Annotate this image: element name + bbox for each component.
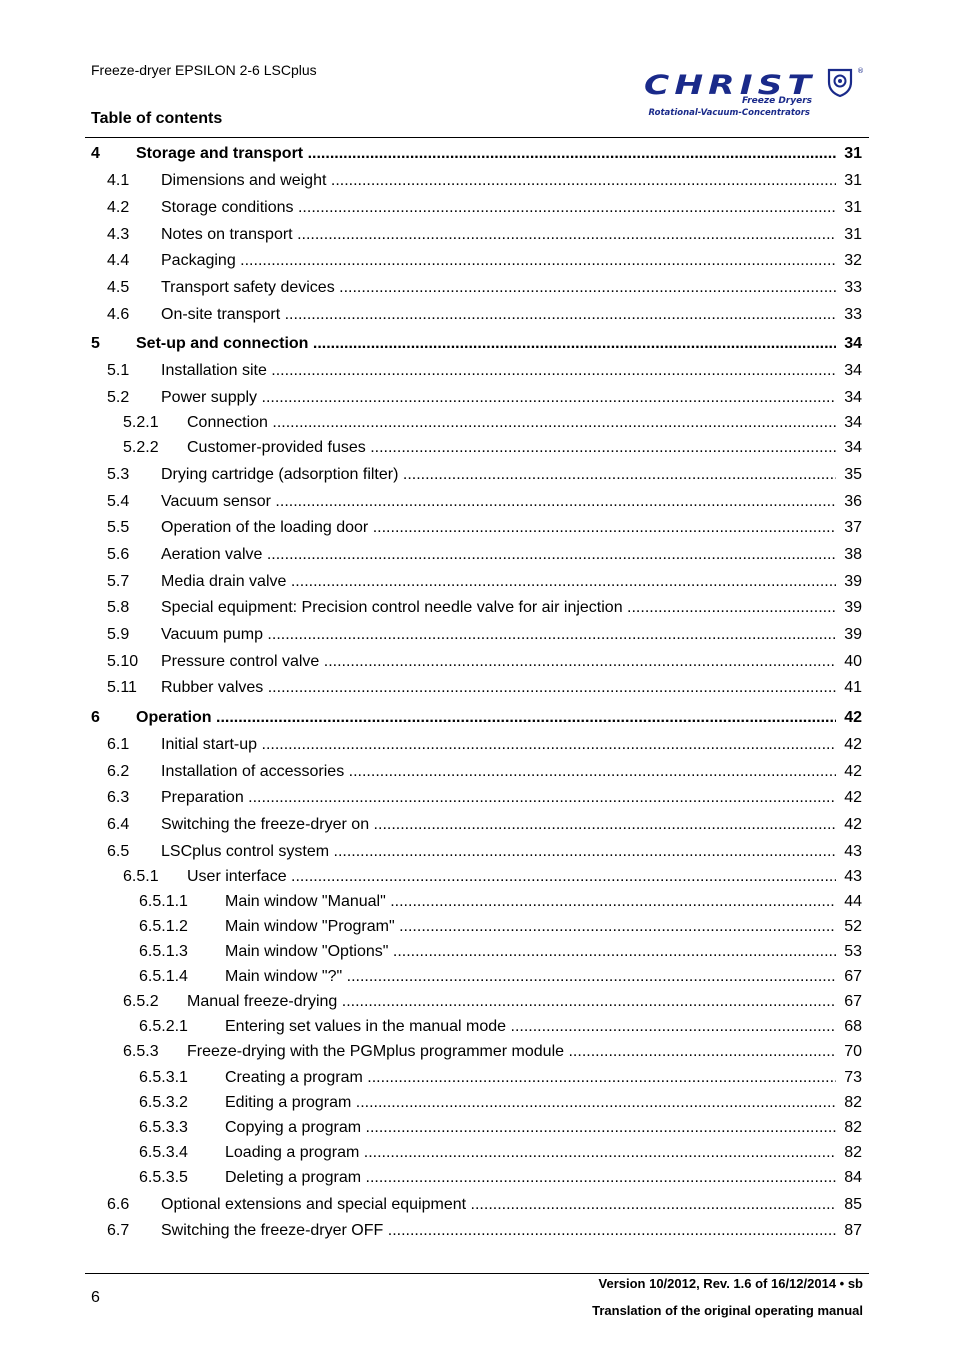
toc-entry[interactable] xyxy=(0,143,862,165)
toc-entry-page: 67 xyxy=(838,966,862,988)
toc-entry-title: Vacuum pump ..... xyxy=(161,624,836,646)
toc-entry-page: 31 xyxy=(838,170,862,192)
toc-entry-title: On-site transport ..... xyxy=(161,304,836,326)
toc-entry-page: 82 xyxy=(838,1117,862,1139)
toc-entry[interactable] xyxy=(0,170,862,192)
toc-entry-title: LSCplus control system ..... xyxy=(161,841,836,863)
toc-entry[interactable] xyxy=(0,866,862,888)
toc-entry-number: 6.5.1.1 xyxy=(139,893,188,910)
toc-entry-page: 43 xyxy=(838,866,862,888)
toc-entry[interactable] xyxy=(0,966,862,988)
logo-emblem xyxy=(829,70,851,96)
toc-entry-title: Transport safety devices ..... xyxy=(161,277,836,299)
toc-entry-title: Optional extensions and special equipment ..... xyxy=(161,1194,836,1216)
toc-entry-page: 84 xyxy=(838,1167,862,1189)
toc-entry-page: 42 xyxy=(838,734,862,756)
footer-translation-note: Translation of the original operating manual xyxy=(592,1303,863,1318)
toc-entry-page: 34 xyxy=(838,360,862,382)
toc-entry-page: 87 xyxy=(838,1220,862,1242)
toc-entry-number: 6.6 xyxy=(107,1196,130,1213)
toc-entry-number: 4.6 xyxy=(107,306,130,323)
toc-entry-number: 6.5.3 xyxy=(123,1043,159,1060)
toc-entry-number: 5.4 xyxy=(107,493,130,510)
toc-entry-number: 6.5.1.3 xyxy=(139,943,188,960)
footer-divider xyxy=(85,1273,869,1274)
toc-entry-page: 42 xyxy=(838,707,862,729)
toc-entry-page: 52 xyxy=(838,916,862,938)
toc-entry[interactable] xyxy=(0,197,862,219)
toc-entry-number: 6.5.2.1 xyxy=(139,1018,188,1035)
toc-entry-title: Dimensions and weight ..... xyxy=(161,170,836,192)
toc-entry[interactable] xyxy=(0,571,862,593)
logo-tagline-2: Rotational-Vacuum-Concentrators xyxy=(648,108,810,118)
toc-entry-number: 5.2.2 xyxy=(123,439,159,456)
toc-entry-title: Packaging ..... xyxy=(161,250,836,272)
toc-entry-title: Initial start-up ..... xyxy=(161,734,836,756)
toc-entry-title: Operation ..... xyxy=(136,707,836,729)
toc-entry[interactable] xyxy=(0,544,862,566)
toc-entry-page: 44 xyxy=(838,891,862,913)
toc-entry-page: 31 xyxy=(838,224,862,246)
toc-entry[interactable] xyxy=(0,360,862,382)
logo-wordmark: CHRIST xyxy=(644,70,816,101)
toc-entry[interactable] xyxy=(0,814,862,836)
toc-entry[interactable] xyxy=(0,517,862,539)
toc-entry[interactable] xyxy=(0,250,862,272)
toc-entry-page: 34 xyxy=(838,437,862,459)
toc-entry-number: 5.2 xyxy=(107,389,130,406)
toc-entry[interactable] xyxy=(0,1117,862,1139)
toc-entry-page: 68 xyxy=(838,1016,862,1038)
section-title: Table of contents xyxy=(91,110,223,127)
toc-entry-number: 6.7 xyxy=(107,1222,130,1239)
toc-entry[interactable] xyxy=(0,651,862,673)
toc-entry-number: 4.5 xyxy=(107,279,130,296)
toc-entry-number: 5.6 xyxy=(107,546,130,563)
toc-entry-title: Storage conditions ..... xyxy=(161,197,836,219)
toc-entry-number: 6.5.3.1 xyxy=(139,1069,188,1086)
toc-entry-number: 4.3 xyxy=(107,226,130,243)
toc-entry-page: 38 xyxy=(838,544,862,566)
toc-entry[interactable] xyxy=(0,224,862,246)
toc-entry-page: 42 xyxy=(838,761,862,783)
toc-entry-page: 82 xyxy=(838,1142,862,1164)
toc-entry-title: Installation of accessories ..... xyxy=(161,761,836,783)
toc-entry-title: Set-up and connection ..... xyxy=(136,333,836,355)
toc-entry-title: Rubber valves ..... xyxy=(161,677,836,699)
toc-entry-page: 33 xyxy=(838,304,862,326)
toc-entry[interactable] xyxy=(0,412,862,434)
toc-entry-title: Editing a program ..... xyxy=(225,1092,836,1114)
toc-entry-title: Notes on transport ..... xyxy=(161,224,836,246)
toc-entry-page: 35 xyxy=(838,464,862,486)
toc-entry[interactable] xyxy=(0,787,862,809)
toc-entry-number: 5.11 xyxy=(107,679,137,696)
logo-registered-mark: ® xyxy=(857,67,864,75)
toc-entry-page: 40 xyxy=(838,651,862,673)
toc-entry-number: 5.2.1 xyxy=(123,414,159,431)
toc-entry-number: 4.4 xyxy=(107,252,130,269)
toc-entry-title: Storage and transport ..... xyxy=(136,143,836,165)
toc-entry[interactable] xyxy=(0,1092,862,1114)
toc-entry-page: 73 xyxy=(838,1067,862,1089)
toc-entry[interactable] xyxy=(0,1220,862,1242)
toc-entry[interactable] xyxy=(0,841,862,863)
toc-entry-page: 53 xyxy=(838,941,862,963)
toc-entry-title: Main window "Options" ..... xyxy=(225,941,836,963)
toc-entry[interactable] xyxy=(0,597,862,619)
toc-entry-number: 6.4 xyxy=(107,816,130,833)
toc-entry[interactable] xyxy=(0,1167,862,1189)
toc-entry-number: 6.5.1.4 xyxy=(139,968,188,985)
toc-entry-number: 5 xyxy=(91,335,100,352)
toc-entry-page: 82 xyxy=(838,1092,862,1114)
toc-entry[interactable] xyxy=(0,1016,862,1038)
toc-entry-number: 6.5.3.2 xyxy=(139,1094,188,1111)
toc-entry-number: 6.5.3.4 xyxy=(139,1144,188,1161)
toc-entry-page: 85 xyxy=(838,1194,862,1216)
toc-entry-number: 5.3 xyxy=(107,466,130,483)
toc-entry-number: 6.2 xyxy=(107,763,130,780)
toc-entry[interactable] xyxy=(0,387,862,409)
toc-entry-page: 43 xyxy=(838,841,862,863)
toc-entry-number: 5.9 xyxy=(107,626,130,643)
toc-entry-title: Vacuum sensor ..... xyxy=(161,491,836,513)
toc-entry-page: 39 xyxy=(838,597,862,619)
toc-entry-page: 31 xyxy=(838,143,862,165)
toc-entry[interactable] xyxy=(0,941,862,963)
toc-entry-page: 34 xyxy=(838,333,862,355)
document-title: Freeze-dryer EPSILON 2-6 LSCplus xyxy=(91,62,317,78)
toc-entry-page: 37 xyxy=(838,517,862,539)
toc-entry-number: 5.10 xyxy=(107,653,139,670)
toc-entry[interactable] xyxy=(0,624,862,646)
toc-entry[interactable] xyxy=(0,734,862,756)
toc-entry-page: 32 xyxy=(838,250,862,272)
toc-entry[interactable] xyxy=(0,304,862,326)
toc-entry-number: 5.1 xyxy=(107,362,130,379)
toc-entry-title: Main window "?" ..... xyxy=(225,966,836,988)
toc-entry-title: User interface ..... xyxy=(187,866,836,888)
toc-entry-title: Creating a program ..... xyxy=(225,1067,836,1089)
toc-entry-number: 5.5 xyxy=(107,519,130,536)
toc-entry-page: 70 xyxy=(838,1041,862,1063)
toc-entry-number: 6.1 xyxy=(107,736,130,753)
toc-entry[interactable] xyxy=(0,707,862,729)
toc-entry-page: 31 xyxy=(838,197,862,219)
toc-entry-number: 4 xyxy=(91,145,100,162)
toc-entry-page: 34 xyxy=(838,412,862,434)
toc-entry-number: 6.5.3.5 xyxy=(139,1169,188,1186)
toc-entry-page: 39 xyxy=(838,624,862,646)
toc-entry-number: 4.2 xyxy=(107,199,130,216)
toc-entry-page: 39 xyxy=(838,571,862,593)
toc-entry-number: 5.7 xyxy=(107,573,130,590)
page-number: 6 xyxy=(91,1289,100,1306)
toc-entry-title: Customer-provided fuses ..... xyxy=(187,437,836,459)
toc-entry[interactable] xyxy=(0,491,862,513)
toc-entry-page: 42 xyxy=(838,787,862,809)
toc-entry-number: 6.5.1 xyxy=(123,868,159,885)
toc-entry[interactable] xyxy=(0,991,862,1013)
toc-entry-title: Preparation ..... xyxy=(161,787,836,809)
toc-entry[interactable] xyxy=(0,1067,862,1089)
toc-entry-page: 41 xyxy=(838,677,862,699)
toc-entry-number: 6.3 xyxy=(107,789,130,806)
toc-entry-number: 6 xyxy=(91,709,100,726)
toc-entry-number: 5.8 xyxy=(107,599,130,616)
toc-entry-title: Aeration valve ..... xyxy=(161,544,836,566)
toc-entry-number: 6.5.2 xyxy=(123,993,159,1010)
toc-entry-title: Freeze-drying with the PGMplus programmer module ..... xyxy=(187,1041,836,1063)
christ-logo xyxy=(644,64,866,120)
toc-entry-page: 42 xyxy=(838,814,862,836)
toc-entry-title: Special equipment: Precision control needle valve for air injection ..... xyxy=(161,597,836,619)
toc-entry-number: 6.5.1.2 xyxy=(139,918,188,935)
toc-entry[interactable] xyxy=(0,916,862,938)
header-divider xyxy=(85,137,869,138)
toc-entry[interactable] xyxy=(0,277,862,299)
toc-entry-title: Deleting a program ..... xyxy=(225,1167,836,1189)
toc-entry-title: Operation of the loading door ..... xyxy=(161,517,836,539)
toc-entry-title: Entering set values in the manual mode ..... xyxy=(225,1016,836,1038)
logo-tagline-1: Freeze Dryers xyxy=(742,96,812,106)
toc-entry[interactable] xyxy=(0,1142,862,1164)
toc-entry-title: Power supply ..... xyxy=(161,387,836,409)
toc-entry-page: 67 xyxy=(838,991,862,1013)
toc-entry-title: Loading a program ..... xyxy=(225,1142,836,1164)
toc-entry-title: Main window "Program" ..... xyxy=(225,916,836,938)
toc-entry-number: 6.5.3.3 xyxy=(139,1119,188,1136)
toc-entry-page: 34 xyxy=(838,387,862,409)
toc-entry-page: 36 xyxy=(838,491,862,513)
toc-entry-title: Pressure control valve ..... xyxy=(161,651,836,673)
toc-entry[interactable] xyxy=(0,437,862,459)
toc-entry[interactable] xyxy=(0,1041,862,1063)
toc-entry[interactable] xyxy=(0,891,862,913)
toc-entry-title: Switching the freeze-dryer OFF ..... xyxy=(161,1220,836,1242)
toc-entry[interactable] xyxy=(0,761,862,783)
toc-entry-page: 33 xyxy=(838,277,862,299)
toc-entry[interactable] xyxy=(0,1194,862,1216)
toc-entry-title: Main window "Manual" ..... xyxy=(225,891,836,913)
toc-entry-title: Copying a program ..... xyxy=(225,1117,836,1139)
toc-entry-title: Switching the freeze-dryer on ..... xyxy=(161,814,836,836)
footer-version: Version 10/2012, Rev. 1.6 of 16/12/2014 • sb xyxy=(598,1276,863,1291)
toc-entry[interactable] xyxy=(0,333,862,355)
toc-entry-title: Media drain valve ..... xyxy=(161,571,836,593)
toc-entry-title: Connection ..... xyxy=(187,412,836,434)
toc-entry-number: 6.5 xyxy=(107,843,130,860)
toc-entry-number: 4.1 xyxy=(107,172,130,189)
toc-entry-title: Manual freeze-drying ..... xyxy=(187,991,836,1013)
toc-entry[interactable] xyxy=(0,677,862,699)
toc-entry[interactable] xyxy=(0,464,862,486)
toc-entry-title: Drying cartridge (adsorption filter) ..... xyxy=(161,464,836,486)
toc-entry-title: Installation site ..... xyxy=(161,360,836,382)
